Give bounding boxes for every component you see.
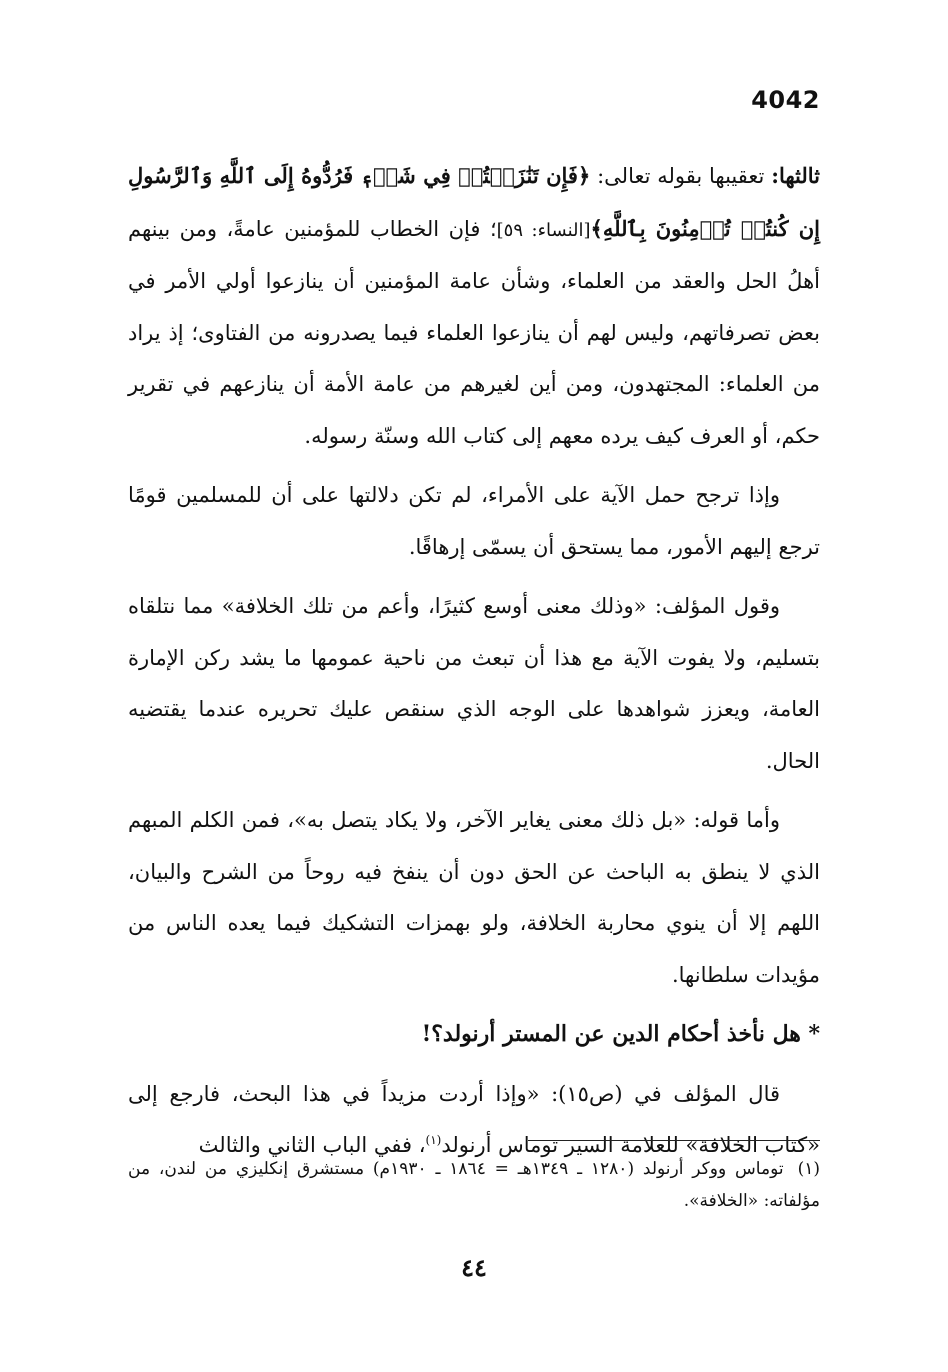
verse-reference: [النساء: ٥٩]	[496, 219, 591, 241]
paragraph-2: وإذا ترجح حمل الآية على الأمراء، لم تكن دلالتها على أن للمسلمين قومًا ترجع إليهم الأمور، مما يستحق أن يسمّى إرهاقًا.	[128, 483, 820, 559]
paragraph-text: ؛ فإن الخطاب للمؤمنين عامةً، ومن بينهم أهلُ الحل والعقد من العلماء، وشأن عامة المؤمنين أن ينازعوا أولي الأمر في بعض تصرفاتهم، وليس لهم أن ينازعوا العلماء فيما يصدرونه من الفتاوى؛ إذ يراد من العلماء: المجتهدون، ومن أين لغيرهم من عامة الأمة أن ينازعهم في تقرير حكم، أو العرف كيف يرده معهم إلى كتاب الله وسنّة رسوله.	[128, 216, 820, 448]
section-heading: * هل نأخذ أحكام الدين عن المستر أرنولد؟!	[421, 1021, 820, 1047]
footnote-text: توماس ووكر أرنولد (١٢٨٠ ـ ١٣٤٩هـ = ١٨٦٤ ـ ١٩٣٠م) مستشرق إنكليزي من لندن، من مؤلفاته: «الخلافة».	[128, 1159, 820, 1211]
footnote-number: (١)	[797, 1159, 821, 1179]
page-id: 4042	[751, 86, 820, 114]
paragraph-text: قال المؤلف في (ص١٥): «وإذا أردت مزيداً في هذا البحث، فارجع إلى «كتاب الخلافة» للعلامة السير توماس أرنولد	[128, 1081, 820, 1157]
paragraph-text: ، ففي الباب الثاني والثالث	[198, 1133, 426, 1157]
quran-verse: ﴿فَإِن تَنَٰزَعۡتُمۡ فِي شَيۡءٖ فَرُدُّوهُ إِلَى ٱللَّهِ وَٱلرَّسُولِ إِن كُنتُمۡ تُؤۡمِنُونَ بِٱللَّهِ﴾	[128, 163, 820, 241]
paragraph-3: وقول المؤلف: «وذلك معنى أوسع كثيرًا، وأعم من تلك الخلافة» مما نتلقاه بتسليم، ولا يفوت الآية مع هذا أن تبعث من ناحية عمومها ما يشد ركن الإمارة العامة، ويعزز شواهدها على الوجه الذي سنقص عليك تحريره عندما يقتضيه الحال.	[128, 594, 820, 773]
footnote	[128, 1153, 820, 1217]
main-text	[128, 150, 820, 1180]
paragraph-label: ثالثها:	[771, 163, 820, 188]
paragraph-intro: تعقيبها بقوله تعالى:	[597, 164, 765, 188]
paragraph-4: وأما قوله: «بل ذلك معنى يغاير الآخر، ولا يكاد يتصل به»، فمن الكلم المبهم الذي لا ينطق به الباحث عن الحق دون أن ينفخ فيه روحاً من الشرح والبيان، اللهم إلا أن ينوي محاربة الخلافة، ولو بهمزات التشكيك فيما يعده الناس من مؤيدات سلطانها.	[128, 808, 820, 987]
page-number: ٤٤	[461, 1253, 487, 1282]
footnote-marker: (١)	[425, 1133, 442, 1147]
footnote-separator	[528, 1140, 820, 1141]
paragraph-1	[128, 150, 820, 462]
